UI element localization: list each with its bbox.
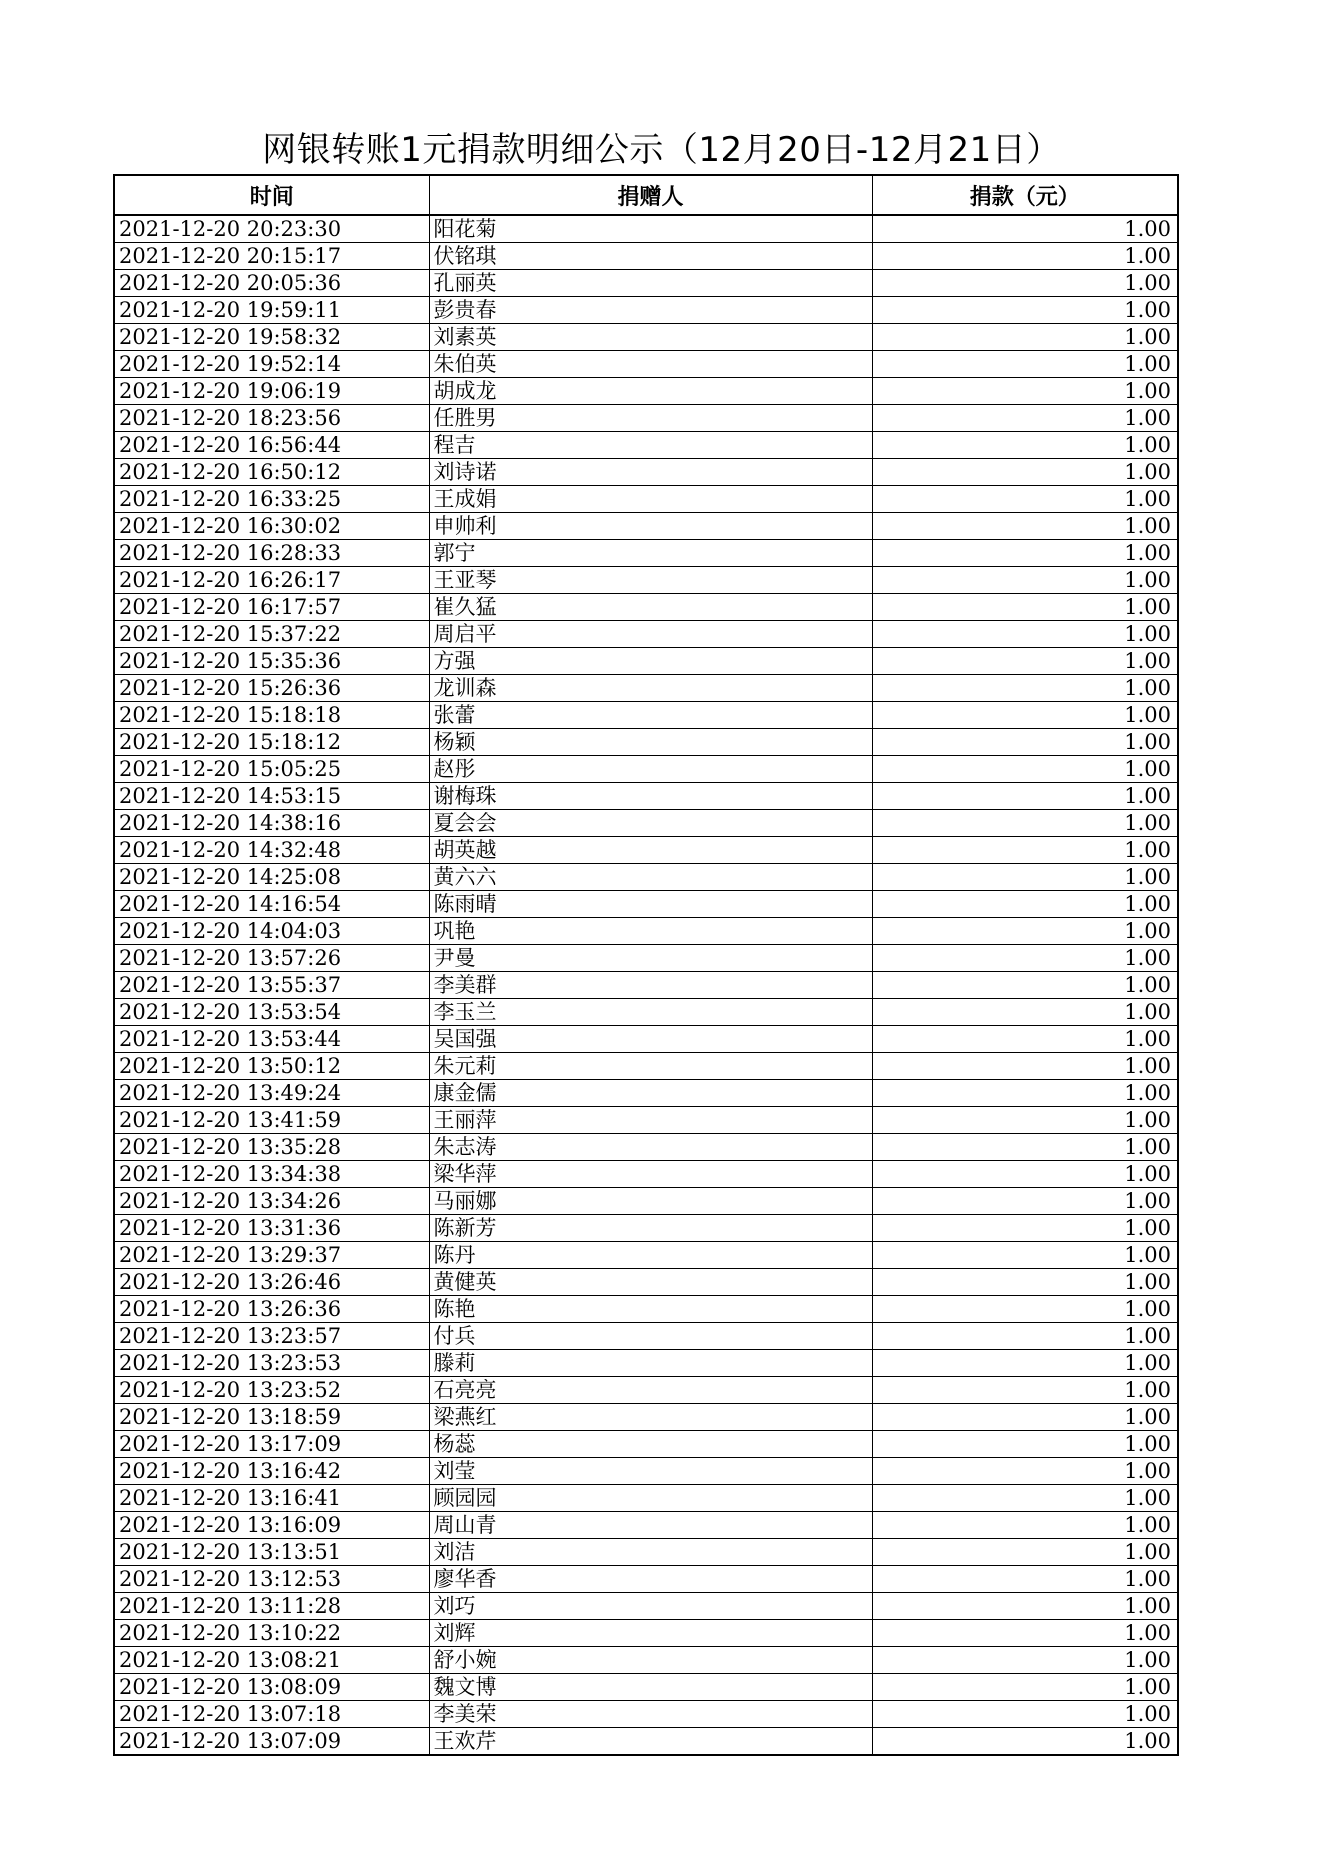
table-row bbox=[114, 837, 1178, 864]
cell-donor: 周山青 bbox=[429, 1512, 872, 1539]
cell-amount: 1.00 bbox=[872, 1404, 1178, 1431]
cell-donor: 朱志涛 bbox=[429, 1134, 872, 1161]
table-row bbox=[114, 1620, 1178, 1647]
cell-donor: 申帅利 bbox=[429, 513, 872, 540]
table-row bbox=[114, 1593, 1178, 1620]
cell-donor: 顾园园 bbox=[429, 1485, 872, 1512]
cell-donor: 龙训森 bbox=[429, 675, 872, 702]
cell-amount: 1.00 bbox=[872, 783, 1178, 810]
table-row bbox=[114, 1242, 1178, 1269]
cell-amount: 1.00 bbox=[872, 675, 1178, 702]
cell-amount: 1.00 bbox=[872, 864, 1178, 891]
cell-time: 2021-12-20 14:32:48 bbox=[114, 837, 429, 864]
cell-amount: 1.00 bbox=[872, 972, 1178, 999]
cell-amount: 1.00 bbox=[872, 810, 1178, 837]
cell-time: 2021-12-20 13:17:09 bbox=[114, 1431, 429, 1458]
cell-amount: 1.00 bbox=[872, 540, 1178, 567]
cell-amount: 1.00 bbox=[872, 486, 1178, 513]
cell-donor: 伏铭琪 bbox=[429, 243, 872, 270]
cell-donor: 崔久猛 bbox=[429, 594, 872, 621]
table-row bbox=[114, 945, 1178, 972]
cell-donor: 夏会会 bbox=[429, 810, 872, 837]
column-header-donor: 捐赠人 bbox=[429, 175, 872, 215]
cell-time: 2021-12-20 13:29:37 bbox=[114, 1242, 429, 1269]
cell-donor: 黄健英 bbox=[429, 1269, 872, 1296]
table-row bbox=[114, 324, 1178, 351]
cell-time: 2021-12-20 16:17:57 bbox=[114, 594, 429, 621]
cell-amount: 1.00 bbox=[872, 1350, 1178, 1377]
cell-time: 2021-12-20 14:53:15 bbox=[114, 783, 429, 810]
table-row bbox=[114, 1647, 1178, 1674]
cell-donor: 周启平 bbox=[429, 621, 872, 648]
cell-amount: 1.00 bbox=[872, 1242, 1178, 1269]
cell-donor: 李美群 bbox=[429, 972, 872, 999]
cell-amount: 1.00 bbox=[872, 1728, 1178, 1756]
table-row bbox=[114, 1431, 1178, 1458]
cell-time: 2021-12-20 13:07:09 bbox=[114, 1728, 429, 1756]
cell-time: 2021-12-20 16:28:33 bbox=[114, 540, 429, 567]
cell-time: 2021-12-20 13:53:54 bbox=[114, 999, 429, 1026]
cell-amount: 1.00 bbox=[872, 297, 1178, 324]
table-row bbox=[114, 702, 1178, 729]
cell-donor: 舒小婉 bbox=[429, 1647, 872, 1674]
cell-amount: 1.00 bbox=[872, 567, 1178, 594]
cell-time: 2021-12-20 20:05:36 bbox=[114, 270, 429, 297]
table-row bbox=[114, 864, 1178, 891]
cell-donor: 赵彤 bbox=[429, 756, 872, 783]
cell-amount: 1.00 bbox=[872, 1134, 1178, 1161]
cell-amount: 1.00 bbox=[872, 945, 1178, 972]
cell-amount: 1.00 bbox=[872, 648, 1178, 675]
table-row bbox=[114, 215, 1178, 243]
table-row bbox=[114, 351, 1178, 378]
cell-time: 2021-12-20 13:23:52 bbox=[114, 1377, 429, 1404]
cell-donor: 陈雨晴 bbox=[429, 891, 872, 918]
cell-time: 2021-12-20 13:16:09 bbox=[114, 1512, 429, 1539]
cell-time: 2021-12-20 16:50:12 bbox=[114, 459, 429, 486]
cell-time: 2021-12-20 13:12:53 bbox=[114, 1566, 429, 1593]
cell-donor: 王丽萍 bbox=[429, 1107, 872, 1134]
cell-donor: 刘诗诺 bbox=[429, 459, 872, 486]
cell-donor: 杨颖 bbox=[429, 729, 872, 756]
cell-donor: 李玉兰 bbox=[429, 999, 872, 1026]
cell-donor: 刘洁 bbox=[429, 1539, 872, 1566]
cell-amount: 1.00 bbox=[872, 756, 1178, 783]
cell-time: 2021-12-20 16:26:17 bbox=[114, 567, 429, 594]
cell-donor: 马丽娜 bbox=[429, 1188, 872, 1215]
table-row bbox=[114, 1296, 1178, 1323]
cell-amount: 1.00 bbox=[872, 1161, 1178, 1188]
cell-donor: 方强 bbox=[429, 648, 872, 675]
cell-time: 2021-12-20 13:34:38 bbox=[114, 1161, 429, 1188]
cell-time: 2021-12-20 13:11:28 bbox=[114, 1593, 429, 1620]
cell-donor: 郭宁 bbox=[429, 540, 872, 567]
table-row bbox=[114, 378, 1178, 405]
table-row bbox=[114, 756, 1178, 783]
cell-donor: 梁燕红 bbox=[429, 1404, 872, 1431]
cell-donor: 陈艳 bbox=[429, 1296, 872, 1323]
table-row bbox=[114, 1674, 1178, 1701]
cell-amount: 1.00 bbox=[872, 1377, 1178, 1404]
table-row bbox=[114, 243, 1178, 270]
table-row bbox=[114, 459, 1178, 486]
cell-donor: 陈新芳 bbox=[429, 1215, 872, 1242]
cell-donor: 廖华香 bbox=[429, 1566, 872, 1593]
table-row bbox=[114, 1539, 1178, 1566]
cell-amount: 1.00 bbox=[872, 918, 1178, 945]
table-row bbox=[114, 1566, 1178, 1593]
column-header-time: 时间 bbox=[114, 175, 429, 215]
cell-time: 2021-12-20 13:35:28 bbox=[114, 1134, 429, 1161]
cell-amount: 1.00 bbox=[872, 378, 1178, 405]
cell-time: 2021-12-20 18:23:56 bbox=[114, 405, 429, 432]
cell-donor: 刘辉 bbox=[429, 1620, 872, 1647]
cell-donor: 程吉 bbox=[429, 432, 872, 459]
table-row bbox=[114, 486, 1178, 513]
cell-time: 2021-12-20 15:18:12 bbox=[114, 729, 429, 756]
donation-table bbox=[113, 174, 1179, 1756]
cell-amount: 1.00 bbox=[872, 1620, 1178, 1647]
cell-amount: 1.00 bbox=[872, 215, 1178, 243]
cell-amount: 1.00 bbox=[872, 1701, 1178, 1728]
cell-amount: 1.00 bbox=[872, 1593, 1178, 1620]
cell-time: 2021-12-20 13:18:59 bbox=[114, 1404, 429, 1431]
cell-amount: 1.00 bbox=[872, 1512, 1178, 1539]
cell-amount: 1.00 bbox=[872, 432, 1178, 459]
cell-time: 2021-12-20 19:59:11 bbox=[114, 297, 429, 324]
cell-donor: 朱伯英 bbox=[429, 351, 872, 378]
table-row bbox=[114, 621, 1178, 648]
cell-donor: 巩艳 bbox=[429, 918, 872, 945]
table-row bbox=[114, 972, 1178, 999]
table-row bbox=[114, 1161, 1178, 1188]
cell-time: 2021-12-20 13:16:41 bbox=[114, 1485, 429, 1512]
cell-amount: 1.00 bbox=[872, 729, 1178, 756]
cell-time: 2021-12-20 19:52:14 bbox=[114, 351, 429, 378]
cell-donor: 付兵 bbox=[429, 1323, 872, 1350]
table-row bbox=[114, 1323, 1178, 1350]
page-title: 网银转账1元捐款明细公示（12月20日-12月21日） bbox=[262, 130, 1061, 170]
table-row bbox=[114, 1512, 1178, 1539]
cell-time: 2021-12-20 13:26:36 bbox=[114, 1296, 429, 1323]
cell-donor: 谢梅珠 bbox=[429, 783, 872, 810]
cell-time: 2021-12-20 13:31:36 bbox=[114, 1215, 429, 1242]
column-header-amount: 捐款（元） bbox=[872, 175, 1178, 215]
cell-amount: 1.00 bbox=[872, 1323, 1178, 1350]
table-row bbox=[114, 1458, 1178, 1485]
cell-time: 2021-12-20 13:26:46 bbox=[114, 1269, 429, 1296]
cell-donor: 魏文博 bbox=[429, 1674, 872, 1701]
cell-time: 2021-12-20 15:35:36 bbox=[114, 648, 429, 675]
cell-donor: 王亚琴 bbox=[429, 567, 872, 594]
cell-amount: 1.00 bbox=[872, 1107, 1178, 1134]
cell-amount: 1.00 bbox=[872, 1053, 1178, 1080]
cell-amount: 1.00 bbox=[872, 513, 1178, 540]
table-body bbox=[114, 215, 1178, 1755]
cell-donor: 尹曼 bbox=[429, 945, 872, 972]
table-row bbox=[114, 1485, 1178, 1512]
cell-amount: 1.00 bbox=[872, 594, 1178, 621]
cell-donor: 朱元莉 bbox=[429, 1053, 872, 1080]
table-row bbox=[114, 297, 1178, 324]
cell-time: 2021-12-20 19:06:19 bbox=[114, 378, 429, 405]
cell-amount: 1.00 bbox=[872, 1188, 1178, 1215]
cell-time: 2021-12-20 20:15:17 bbox=[114, 243, 429, 270]
table-row bbox=[114, 405, 1178, 432]
cell-time: 2021-12-20 13:55:37 bbox=[114, 972, 429, 999]
table-row bbox=[114, 1377, 1178, 1404]
cell-amount: 1.00 bbox=[872, 1566, 1178, 1593]
cell-amount: 1.00 bbox=[872, 1647, 1178, 1674]
table-row bbox=[114, 891, 1178, 918]
cell-time: 2021-12-20 13:41:59 bbox=[114, 1107, 429, 1134]
cell-donor: 任胜男 bbox=[429, 405, 872, 432]
cell-amount: 1.00 bbox=[872, 1674, 1178, 1701]
cell-donor: 刘巧 bbox=[429, 1593, 872, 1620]
table-row bbox=[114, 270, 1178, 297]
table-row bbox=[114, 729, 1178, 756]
cell-donor: 李美荣 bbox=[429, 1701, 872, 1728]
table-row bbox=[114, 1080, 1178, 1107]
cell-amount: 1.00 bbox=[872, 1080, 1178, 1107]
table-row bbox=[114, 432, 1178, 459]
table-row bbox=[114, 648, 1178, 675]
cell-donor: 胡英越 bbox=[429, 837, 872, 864]
cell-donor: 彭贵春 bbox=[429, 297, 872, 324]
cell-time: 2021-12-20 13:07:18 bbox=[114, 1701, 429, 1728]
cell-time: 2021-12-20 13:23:57 bbox=[114, 1323, 429, 1350]
cell-amount: 1.00 bbox=[872, 999, 1178, 1026]
cell-time: 2021-12-20 13:13:51 bbox=[114, 1539, 429, 1566]
cell-amount: 1.00 bbox=[872, 243, 1178, 270]
cell-amount: 1.00 bbox=[872, 459, 1178, 486]
table-row bbox=[114, 1026, 1178, 1053]
cell-time: 2021-12-20 13:16:42 bbox=[114, 1458, 429, 1485]
cell-donor: 康金儒 bbox=[429, 1080, 872, 1107]
cell-amount: 1.00 bbox=[872, 1458, 1178, 1485]
table-header-row bbox=[114, 175, 1178, 215]
table-row bbox=[114, 1188, 1178, 1215]
table-row bbox=[114, 567, 1178, 594]
table-row bbox=[114, 918, 1178, 945]
cell-donor: 石亮亮 bbox=[429, 1377, 872, 1404]
cell-time: 2021-12-20 14:16:54 bbox=[114, 891, 429, 918]
cell-amount: 1.00 bbox=[872, 1431, 1178, 1458]
table-row bbox=[114, 1701, 1178, 1728]
cell-time: 2021-12-20 19:58:32 bbox=[114, 324, 429, 351]
cell-time: 2021-12-20 14:38:16 bbox=[114, 810, 429, 837]
table-row bbox=[114, 675, 1178, 702]
cell-amount: 1.00 bbox=[872, 270, 1178, 297]
cell-amount: 1.00 bbox=[872, 351, 1178, 378]
cell-amount: 1.00 bbox=[872, 837, 1178, 864]
cell-time: 2021-12-20 13:53:44 bbox=[114, 1026, 429, 1053]
cell-time: 2021-12-20 13:57:26 bbox=[114, 945, 429, 972]
cell-amount: 1.00 bbox=[872, 1485, 1178, 1512]
cell-time: 2021-12-20 15:18:18 bbox=[114, 702, 429, 729]
table-row bbox=[114, 1107, 1178, 1134]
cell-donor: 孔丽英 bbox=[429, 270, 872, 297]
cell-amount: 1.00 bbox=[872, 702, 1178, 729]
cell-amount: 1.00 bbox=[872, 621, 1178, 648]
cell-time: 2021-12-20 13:08:09 bbox=[114, 1674, 429, 1701]
table-row bbox=[114, 783, 1178, 810]
cell-donor: 杨蕊 bbox=[429, 1431, 872, 1458]
cell-time: 2021-12-20 13:08:21 bbox=[114, 1647, 429, 1674]
cell-time: 2021-12-20 20:23:30 bbox=[114, 215, 429, 243]
cell-donor: 王欢芹 bbox=[429, 1728, 872, 1756]
table-row bbox=[114, 1269, 1178, 1296]
cell-time: 2021-12-20 13:50:12 bbox=[114, 1053, 429, 1080]
cell-donor: 张蕾 bbox=[429, 702, 872, 729]
cell-donor: 王成娟 bbox=[429, 486, 872, 513]
table-row bbox=[114, 999, 1178, 1026]
cell-time: 2021-12-20 14:25:08 bbox=[114, 864, 429, 891]
cell-donor: 刘莹 bbox=[429, 1458, 872, 1485]
cell-amount: 1.00 bbox=[872, 1026, 1178, 1053]
cell-amount: 1.00 bbox=[872, 1269, 1178, 1296]
cell-time: 2021-12-20 15:26:36 bbox=[114, 675, 429, 702]
cell-time: 2021-12-20 13:10:22 bbox=[114, 1620, 429, 1647]
table-row bbox=[114, 540, 1178, 567]
cell-amount: 1.00 bbox=[872, 405, 1178, 432]
cell-amount: 1.00 bbox=[872, 324, 1178, 351]
table-row bbox=[114, 1215, 1178, 1242]
cell-donor: 刘素英 bbox=[429, 324, 872, 351]
cell-time: 2021-12-20 15:37:22 bbox=[114, 621, 429, 648]
table-row bbox=[114, 594, 1178, 621]
table-row bbox=[114, 1350, 1178, 1377]
cell-time: 2021-12-20 16:30:02 bbox=[114, 513, 429, 540]
cell-donor: 阳花菊 bbox=[429, 215, 872, 243]
cell-time: 2021-12-20 13:34:26 bbox=[114, 1188, 429, 1215]
cell-donor: 黄六六 bbox=[429, 864, 872, 891]
cell-time: 2021-12-20 16:33:25 bbox=[114, 486, 429, 513]
cell-time: 2021-12-20 15:05:25 bbox=[114, 756, 429, 783]
cell-amount: 1.00 bbox=[872, 1539, 1178, 1566]
cell-donor: 陈丹 bbox=[429, 1242, 872, 1269]
cell-amount: 1.00 bbox=[872, 1296, 1178, 1323]
table-row bbox=[114, 1134, 1178, 1161]
table-row bbox=[114, 810, 1178, 837]
cell-time: 2021-12-20 13:49:24 bbox=[114, 1080, 429, 1107]
cell-donor: 胡成龙 bbox=[429, 378, 872, 405]
cell-amount: 1.00 bbox=[872, 1215, 1178, 1242]
cell-time: 2021-12-20 16:56:44 bbox=[114, 432, 429, 459]
cell-time: 2021-12-20 14:04:03 bbox=[114, 918, 429, 945]
cell-time: 2021-12-20 13:23:53 bbox=[114, 1350, 429, 1377]
cell-donor: 滕莉 bbox=[429, 1350, 872, 1377]
table-row bbox=[114, 513, 1178, 540]
table-row bbox=[114, 1053, 1178, 1080]
cell-donor: 梁华萍 bbox=[429, 1161, 872, 1188]
table-row bbox=[114, 1728, 1178, 1756]
cell-amount: 1.00 bbox=[872, 891, 1178, 918]
cell-donor: 吴国强 bbox=[429, 1026, 872, 1053]
table-row bbox=[114, 1404, 1178, 1431]
